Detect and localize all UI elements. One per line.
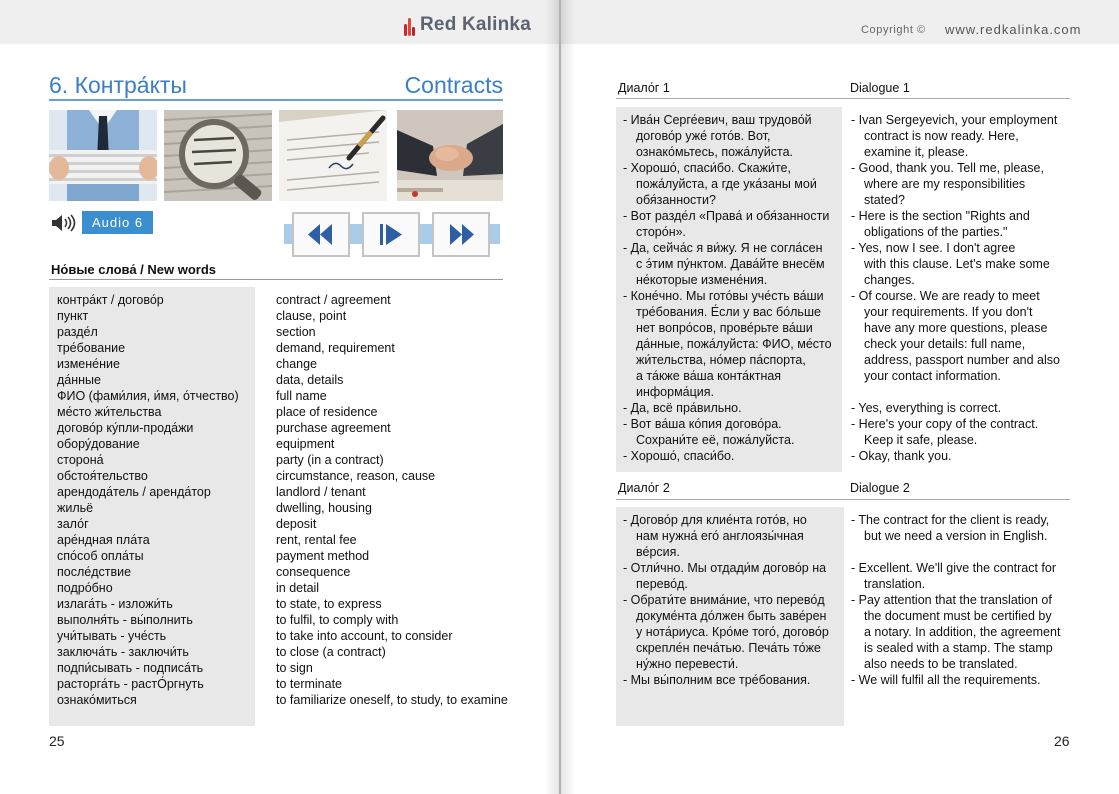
dialogue-line: - Pay attention that the translation of bbox=[851, 593, 1052, 607]
dialogue-line: - Обрати́те внима́ние, что перево́д bbox=[623, 593, 825, 607]
vocab-english-list bbox=[276, 292, 508, 708]
dialogue-line: тре́бования. Е́сли у вас бо́льше bbox=[636, 305, 821, 319]
dialogue1-heading-ru: Диало́г 1 bbox=[618, 81, 670, 95]
vocab-russian-item: расторга́ть - растО́ргнуть bbox=[57, 677, 204, 691]
dialogue-line: ве́рсия. bbox=[636, 545, 680, 559]
vocab-english-item: data, details bbox=[276, 373, 344, 387]
dialogue-line: contract is now ready. Here, bbox=[864, 129, 1019, 143]
dialogue-line: - Of course. We are ready to meet bbox=[851, 289, 1040, 303]
photo-handshake bbox=[397, 110, 503, 201]
dialogue-line: - Мы вы́полним все тре́бования. bbox=[623, 673, 811, 687]
vocab-english-item: payment method bbox=[276, 549, 370, 563]
vocab-english-item: rent, rental fee bbox=[276, 533, 357, 547]
vocab-english-item: to fulfil, to comply with bbox=[276, 613, 399, 627]
vocab-english-item: to familiarize oneself, to study, to examine bbox=[276, 693, 508, 707]
vocab-russian-item: зало́г bbox=[57, 517, 89, 531]
photo-businessman-with-papers bbox=[49, 110, 157, 201]
vocab-english-item: party (in a contract) bbox=[276, 453, 384, 467]
dialogue-line bbox=[851, 384, 1060, 400]
vocab-russian-item: пункт bbox=[57, 309, 89, 323]
vocab-english-item: change bbox=[276, 357, 318, 371]
dialogue-line: не́которые измене́ния. bbox=[636, 273, 768, 287]
dialogue-line: also needs to be translated. bbox=[864, 657, 1018, 671]
dialogue-line: Keep it safe, please. bbox=[864, 433, 978, 447]
vocab-english-item: clause, point bbox=[276, 309, 347, 323]
dialogue-line: where are my responsibilities bbox=[864, 177, 1026, 191]
dialogue-line: - Ива́н Серге́евич, ваш трудово́й bbox=[623, 113, 812, 127]
dialogue-line: - Хорошо́, спаси́бо. Скажи́те, bbox=[623, 161, 791, 175]
vocab-russian-item: ознако́миться bbox=[57, 693, 137, 707]
rewind-button[interactable] bbox=[292, 212, 350, 257]
dialogue-line: - Вот ва́ша ко́пия догово́ра. bbox=[623, 417, 782, 431]
dialogue-line: - Коне́чно. Мы гото́вы уче́сть ва́ши bbox=[623, 289, 824, 303]
dialogue1-heading-en: Dialogue 1 bbox=[850, 81, 910, 95]
dialogue-line: - The contract for the client is ready, bbox=[851, 513, 1050, 527]
vocab-english-item: purchase agreement bbox=[276, 421, 391, 435]
dialogue-line: перево́д. bbox=[636, 577, 688, 591]
dialogue-line: - Yes, everything is correct. bbox=[851, 401, 1002, 415]
vocab-english-item: to terminate bbox=[276, 677, 343, 691]
vocab-russian-item: разде́л bbox=[57, 325, 98, 339]
vocab-english-item: to take into account, to consider bbox=[276, 629, 453, 643]
photo-magnifier-disclaimer bbox=[164, 110, 272, 201]
dialogue-line: - Да, всё пра́вильно. bbox=[623, 401, 742, 415]
vocab-english-item: in detail bbox=[276, 581, 320, 595]
vocab-english-item: full name bbox=[276, 389, 327, 403]
dialogue2-english-text bbox=[851, 512, 1060, 688]
dialogue-line: докуме́нта до́лжен быть заве́рен bbox=[636, 609, 827, 623]
play-button[interactable] bbox=[362, 212, 420, 257]
dialogue2-heading-en: Dialogue 2 bbox=[850, 481, 910, 495]
dialogue-line: a notary. In addition, the agreement bbox=[864, 625, 1061, 639]
dialogue-line: check your details: full name, bbox=[864, 337, 1026, 351]
dialogue-line: сторо́н». bbox=[636, 225, 687, 239]
dialogue-line: ну́жно перевести́. bbox=[636, 657, 739, 671]
chapter-title-divider bbox=[49, 99, 503, 101]
dialogue-line: у нота́риуса. Кро́ме того́, догово́р bbox=[636, 625, 829, 639]
dialogue-line: - Хорошо́, спаси́бо. bbox=[623, 449, 735, 463]
dialogue-line: the document must be certified by bbox=[864, 609, 1052, 623]
vocab-english-item: equipment bbox=[276, 437, 335, 451]
vocab-english-item: demand, requirement bbox=[276, 341, 395, 355]
vocab-russian-item: ФИО (фами́лия, и́мя, о́тчество) bbox=[57, 389, 239, 403]
dialogue-line: - Ivan Sergeyevich, your employment bbox=[851, 113, 1058, 127]
logo[interactable] bbox=[404, 14, 531, 36]
new-words-divider bbox=[49, 279, 503, 280]
vocab-english-item: to state, to express bbox=[276, 597, 382, 611]
vocab-russian-item: тре́бование bbox=[57, 341, 126, 355]
dialogue-line: - Вот разде́л «Права́ и обя́занности bbox=[623, 209, 830, 223]
dialogue-line: - Good, thank you. Tell me, please, bbox=[851, 161, 1044, 175]
vocab-english-item: to sign bbox=[276, 661, 313, 675]
vocab-russian-list bbox=[57, 292, 239, 708]
vocab-russian-item: догово́р ку́пли-прода́жи bbox=[57, 421, 194, 435]
dialogue-line: address, passport number and also bbox=[864, 353, 1060, 367]
dialogue-line: скрепле́н печа́тью. Печа́ть то́же bbox=[636, 641, 821, 655]
dialogue-line: нам нужна́ его́ англоязы́чная bbox=[636, 529, 804, 543]
vocab-russian-item: подро́бно bbox=[57, 581, 113, 595]
dialogue-line: с э́тим пу́нктом. Дава́йте внесём bbox=[636, 257, 825, 271]
vocab-russian-item: подпи́сывать - подписа́ть bbox=[57, 661, 204, 675]
dialogue-line: - Here is the section "Rights and bbox=[851, 209, 1030, 223]
dialogue-line: - Okay, thank you. bbox=[851, 449, 952, 463]
dialogue-line: examine it, please. bbox=[864, 145, 969, 159]
left-page bbox=[0, 0, 559, 794]
dialogue2-heading-ru: Диало́г 2 bbox=[618, 481, 670, 495]
dialogue-line: - Yes, now I see. I don't agree bbox=[851, 241, 1016, 255]
play-icon bbox=[364, 214, 418, 255]
dialogue-line: your contact information. bbox=[864, 369, 1001, 383]
dialogue-line: - Here's your copy of the contract. bbox=[851, 417, 1039, 431]
vocab-russian-item: ме́сто жи́тельства bbox=[57, 405, 162, 419]
dialogue-line: пожа́луйста, а где ука́заны мои́ bbox=[636, 177, 817, 191]
vocab-english-item: consequence bbox=[276, 565, 351, 579]
dialogue2-divider bbox=[616, 499, 1070, 500]
vocab-russian-item: после́дствие bbox=[57, 565, 132, 579]
vocab-russian-item: контра́кт / догово́р bbox=[57, 293, 164, 307]
rewind-icon bbox=[294, 214, 348, 255]
page-number-right: 26 bbox=[1054, 733, 1070, 749]
dialogue-line bbox=[851, 544, 1060, 560]
dialogue-line: обя́занности? bbox=[636, 193, 716, 207]
right-page bbox=[561, 0, 1119, 794]
vocab-russian-item: арендода́тель / аренда́тор bbox=[57, 485, 211, 499]
vocab-russian-item: сторона́ bbox=[57, 453, 104, 467]
dialogue-line: а та́кже ва́ша конта́ктная bbox=[636, 369, 782, 383]
vocab-russian-item: аре́ндная пла́та bbox=[57, 533, 150, 547]
dialogue-line: Сохрани́те её, пожа́луйста. bbox=[636, 433, 795, 447]
page-number-left: 25 bbox=[49, 733, 65, 749]
dialogue1-divider bbox=[616, 98, 1070, 99]
vocab-english-item: place of residence bbox=[276, 405, 378, 419]
vocab-russian-item: спо́соб опла́ты bbox=[57, 549, 144, 563]
dialogue-line: информа́ция. bbox=[636, 385, 715, 399]
vocab-english-item: section bbox=[276, 325, 316, 339]
vocab-english-item: landlord / tenant bbox=[276, 485, 366, 499]
dialogue1-russian-text bbox=[623, 112, 832, 464]
vocab-russian-item: да́нные bbox=[57, 373, 101, 387]
dialogue-line: ознако́мьтесь, пожа́луйста. bbox=[636, 145, 794, 159]
dialogue-line: нет вопро́сов, прове́рьте ва́ши bbox=[636, 321, 813, 335]
chapter-title-en: Contracts bbox=[404, 72, 503, 98]
vocab-english-item: contract / agreement bbox=[276, 293, 391, 307]
vocab-russian-item: измене́ние bbox=[57, 357, 120, 371]
chapter-title-ru: 6. Контра́кты bbox=[49, 72, 187, 98]
website-link[interactable]: www.redkalinka.com bbox=[945, 22, 1082, 37]
dialogue-line: your requirements. If you don't bbox=[864, 305, 1033, 319]
vocab-russian-item: учи́тывать - уче́сть bbox=[57, 629, 167, 643]
dialogue-line: obligations of the parties." bbox=[864, 225, 1008, 239]
fast-forward-icon bbox=[434, 214, 488, 255]
dialogue-line: - Догово́р для клие́нта гото́в, но bbox=[623, 513, 807, 527]
vocab-russian-item: обстоя́тельство bbox=[57, 469, 148, 483]
dialogue2-russian-text bbox=[623, 512, 829, 688]
dialogue-line: - We will fulfil all the requirements. bbox=[851, 673, 1041, 687]
dialogue-line: translation. bbox=[864, 577, 926, 591]
dialogue-line: but we need a version in English. bbox=[864, 529, 1048, 543]
dialogue-line: have any more questions, please bbox=[864, 321, 1048, 335]
dialogue-line: is sealed with a stamp. The stamp bbox=[864, 641, 1053, 655]
vocab-russian-item: жильё bbox=[57, 501, 94, 515]
vocab-english-item: to close (a contract) bbox=[276, 645, 386, 659]
copyright-text: Copyright © bbox=[861, 24, 926, 36]
dialogue-line: - Да, сейча́с я ви́жу. Я не согла́сен bbox=[623, 241, 823, 255]
vocab-russian-item: выполня́ть - вы́полнить bbox=[57, 613, 193, 627]
vocab-russian-item: обору́дование bbox=[57, 437, 140, 451]
vocab-english-item: dwelling, housing bbox=[276, 501, 372, 515]
speaker-icon[interactable] bbox=[50, 212, 76, 239]
dialogue-line: with this clause. Let's make some bbox=[864, 257, 1050, 271]
photo-signing-document bbox=[279, 110, 387, 201]
logo-text: Red Kalinka bbox=[420, 14, 531, 35]
vocab-english-item: deposit bbox=[276, 517, 317, 531]
dialogue-line: да́нные, пожа́луйста: ФИО, ме́сто bbox=[636, 337, 832, 351]
dialogue-line: changes. bbox=[864, 273, 915, 287]
logo-berry-icon bbox=[404, 14, 418, 36]
vocab-russian-item: излага́ть - изложи́ть bbox=[57, 597, 173, 611]
fast-forward-button[interactable] bbox=[432, 212, 490, 257]
dialogue-line: - Отли́чно. Мы отдади́м догово́р на bbox=[623, 561, 827, 575]
new-words-heading: Но́вые слова́ / New words bbox=[51, 262, 217, 277]
dialogue-line: stated? bbox=[864, 193, 906, 207]
dialogue-line: жи́тельства, но́мер па́спорта, bbox=[636, 353, 806, 367]
dialogue-line: - Excellent. We'll give the contract for bbox=[851, 561, 1057, 575]
dialogue-line: догово́р уже́ гото́в. Вот, bbox=[636, 129, 771, 143]
vocab-english-item: circumstance, reason, cause bbox=[276, 469, 436, 483]
audio-track-button[interactable]: Audio 6 bbox=[82, 211, 153, 234]
dialogue1-english-text bbox=[851, 112, 1060, 464]
vocab-russian-item: заключа́ть - заключи́ть bbox=[57, 645, 189, 659]
